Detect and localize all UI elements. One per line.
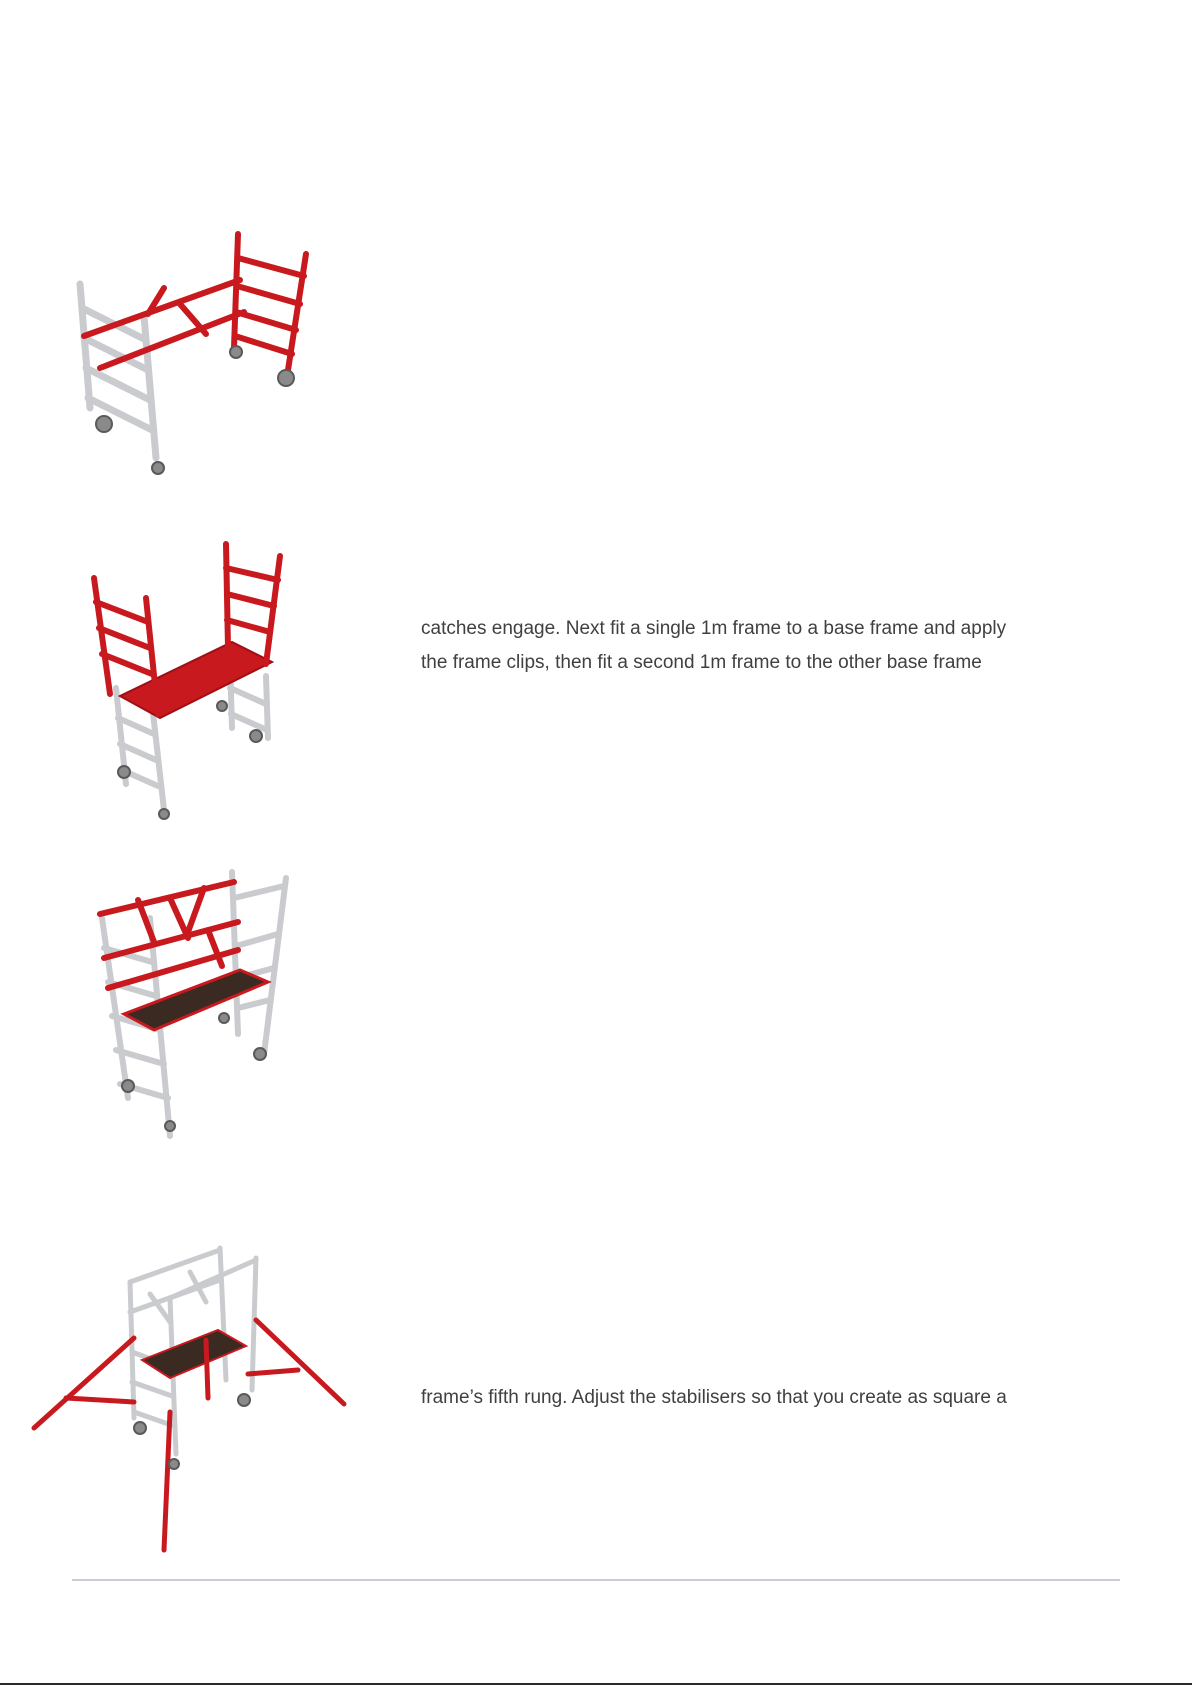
step-2-illustration xyxy=(80,538,300,826)
step-4-illustration xyxy=(30,1242,360,1558)
scaffold-platform-with-1m-frames-icon xyxy=(80,538,300,826)
footer-divider xyxy=(72,1579,1120,1581)
step-4-text-line-1: frame’s fifth rung. Adjust the stabilisers so that you create as square a xyxy=(421,1387,1007,1408)
step-3-illustration xyxy=(88,858,298,1142)
scaffold-guardrail-braces-icon xyxy=(88,858,298,1142)
scaffold-base-frames-with-brace-icon xyxy=(60,228,320,496)
step-1-illustration xyxy=(60,228,320,496)
step-2-text-line-1: catches engage. Next fit a single 1m frame to a base frame and apply xyxy=(421,618,1007,639)
scaffold-with-stabilisers-icon xyxy=(30,1242,360,1558)
step-2-text-line-2: the frame clips, then fit a second 1m frame to the other base frame xyxy=(421,652,982,673)
